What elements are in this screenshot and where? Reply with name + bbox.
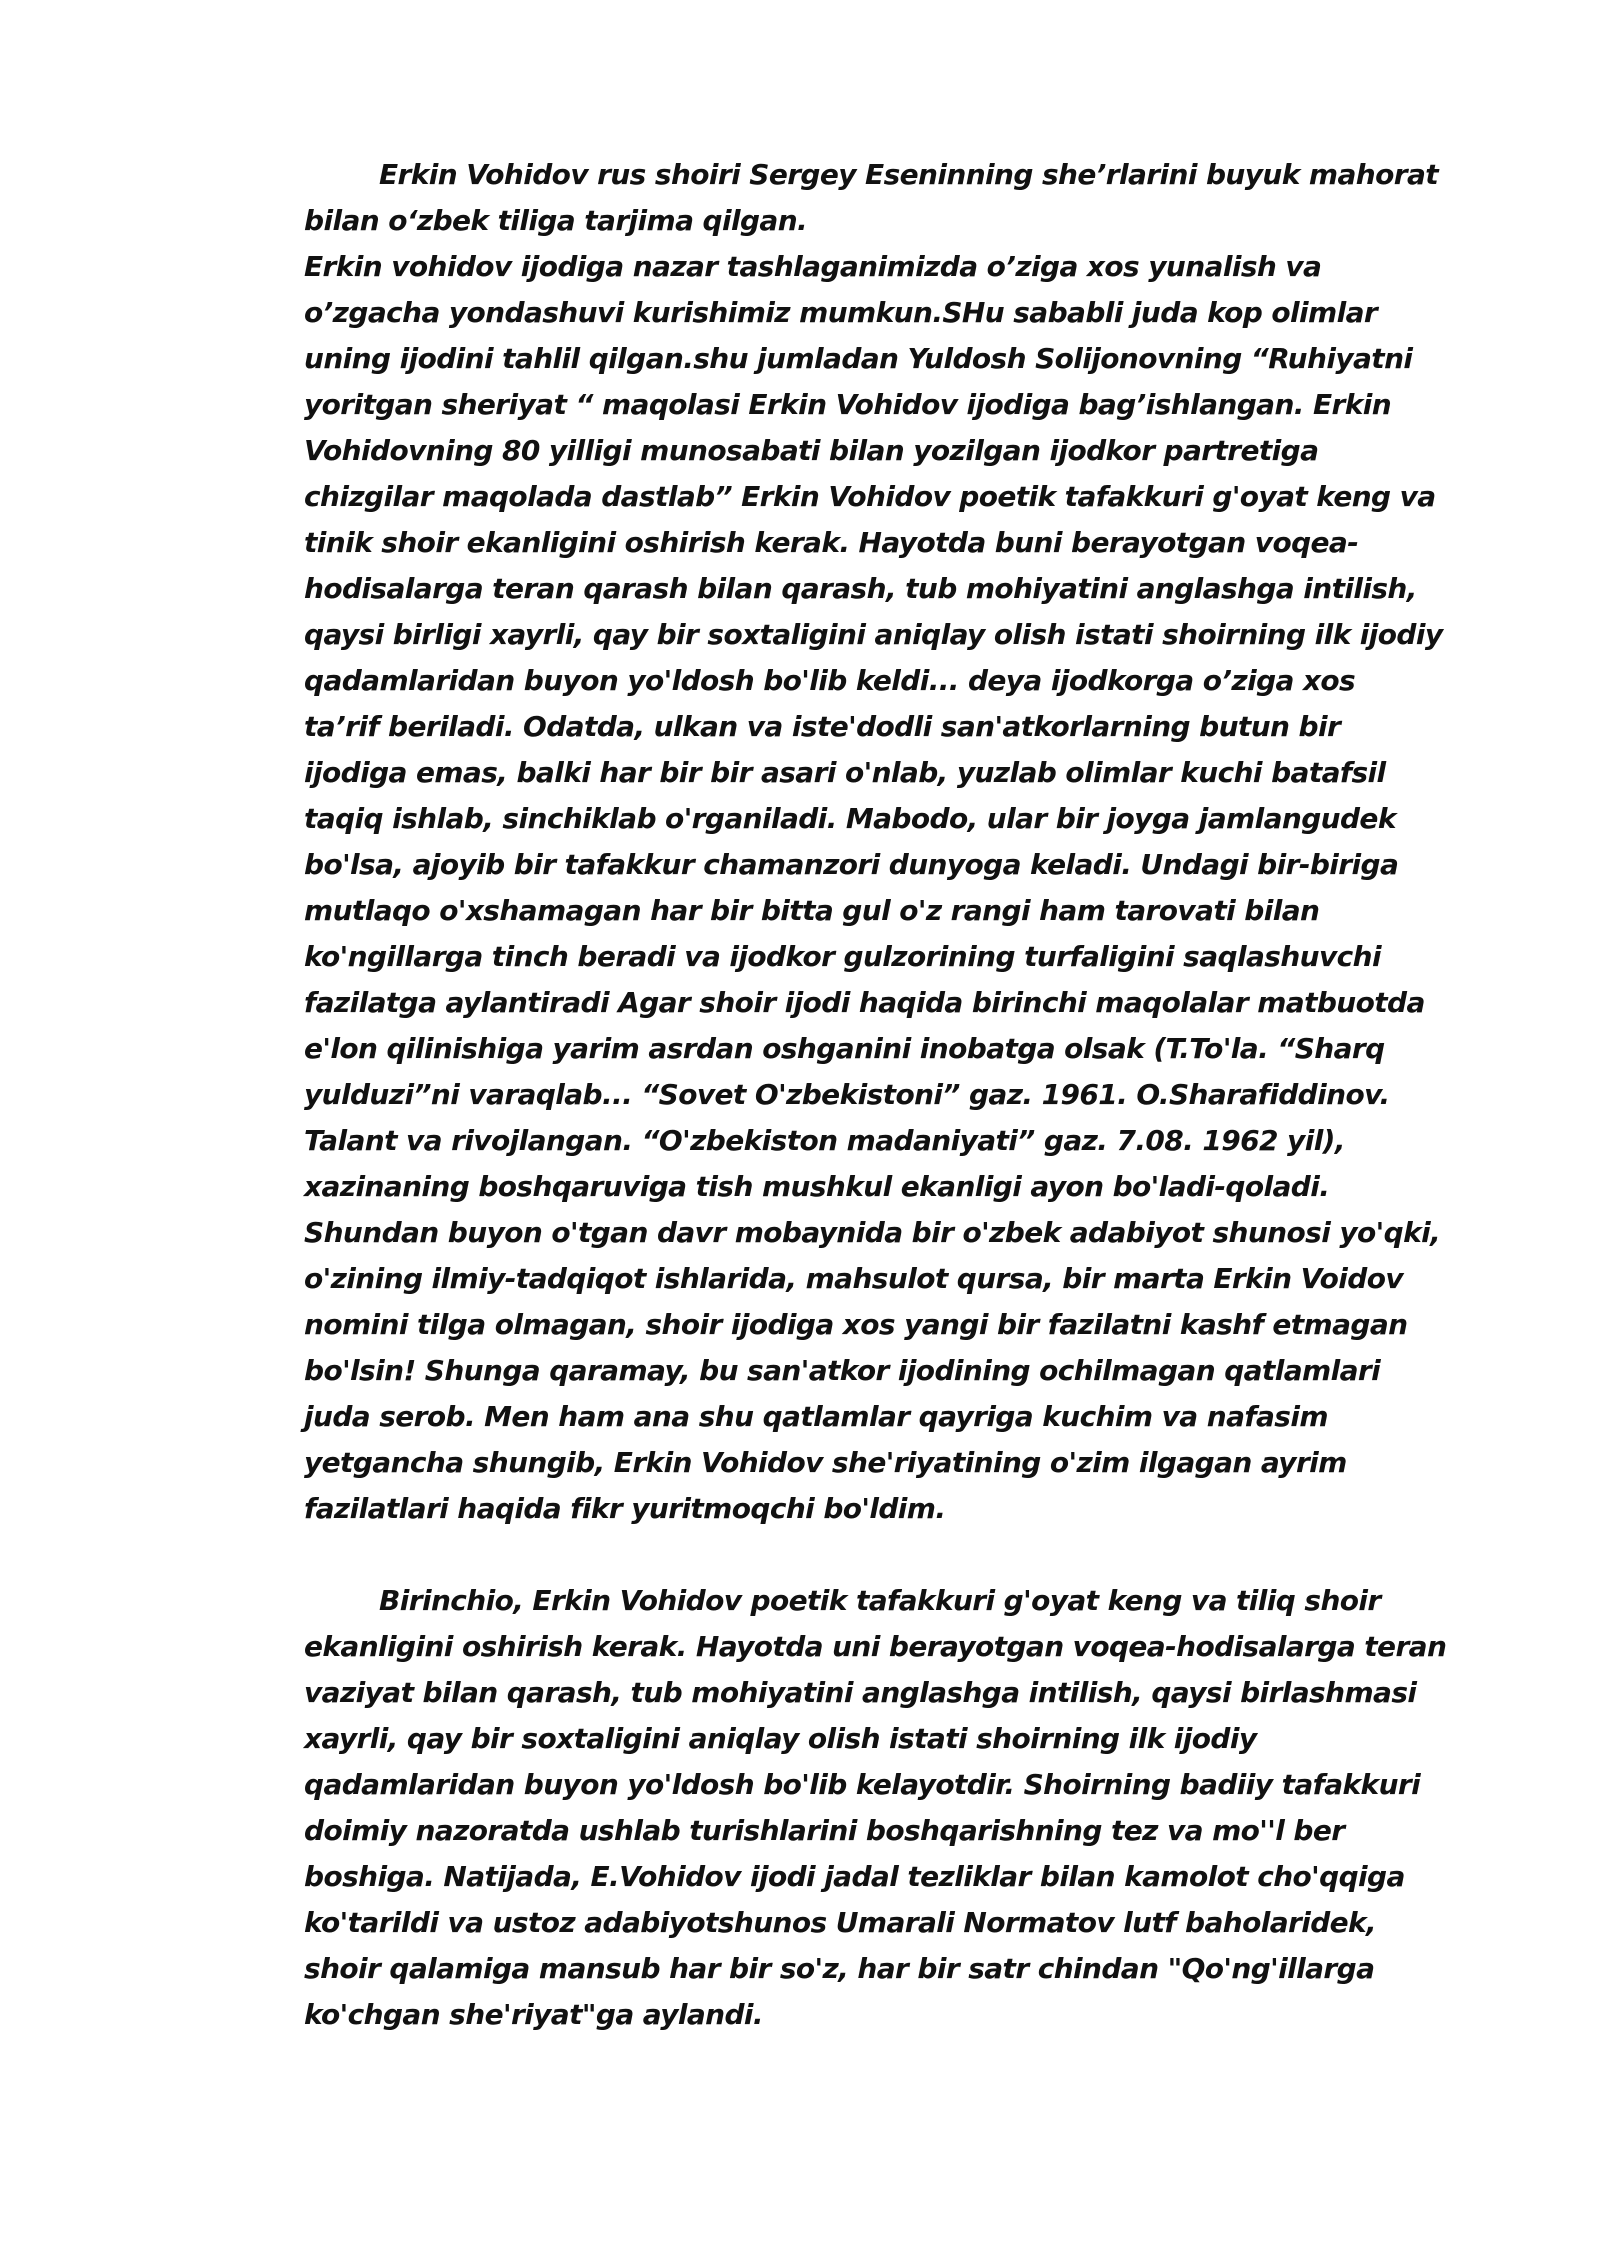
text-line: bilan o‘zbek tiliga tarjima qilgan. [304,204,808,237]
text-line: shoir qalamiga mansub har bir so'z, har bir satr chindan "Qo'ng'illarga [304,1952,1375,1985]
paragraph-1 [304,152,1504,1532]
text-line: juda serob. Men ham ana shu qatlamlar qayriga kuchim va nafasim [304,1400,1328,1433]
text-line: hodisalarga teran qarash bilan qarash, tub mohiyatini anglashga intilish, [304,572,1417,605]
document-body [304,152,1504,2038]
text-line: Talant va rivojlangan. “O'zbekiston madaniyati” gaz. 7.08. 1962 yil), [304,1124,1345,1157]
text-line: qadamlaridan buyon yo'ldosh bo'lib keldi... deya ijodkorga o’ziga xos [304,664,1356,697]
text-line: yetgancha shungib, Erkin Vohidov she'riyatining o'zim ilgagan ayrim [304,1446,1347,1479]
text-line: uning ijodini tahlil qilgan.shu jumladan Yuldosh Solijonovning “Ruhiyatni [304,342,1413,375]
text-line: Erkin Vohidov rus shoiri Sergey Eseninning she’rlarini buyuk mahorat [379,158,1439,191]
text-line: ijodiga emas, balki har bir bir asari o'nlab, yuzlab olimlar kuchi batafsil [304,756,1386,789]
text-line: Vohidovning 80 yilligi munosabati bilan yozilgan ijodkor partretiga [304,434,1319,467]
text-line: ko'tarildi va ustoz adabiyotshunos Umarali Normatov lutf baholaridek, [304,1906,1377,1939]
text-line: Shundan buyon o'tgan davr mobaynida bir o'zbek adabiyot shunosi yo'qki, [304,1216,1441,1249]
text-line: yoritgan sheriyat “ maqolasi Erkin Vohidov ijodiga bag’ishlangan. Erkin [304,388,1392,421]
text-line: fazilatlari haqida fikr yuritmoqchi bo'ldim. [304,1492,946,1525]
text-line: ekanligini oshirish kerak. Hayotda uni berayotgan voqea-hodisalarga teran [304,1630,1447,1663]
text-line: chizgilar maqolada dastlab” Erkin Vohidov poetik tafakkuri g'oyat keng va [304,480,1436,513]
text-line: boshiga. Natijada, E.Vohidov ijodi jadal tezliklar bilan kamolot cho'qqiga [304,1860,1405,1893]
text-line: Birinchio, Erkin Vohidov poetik tafakkuri g'oyat keng va tiliq shoir [379,1584,1381,1617]
text-line: xayrli, qay bir soxtaligini aniqlay olish istati shoirning ilk ijodiy [304,1722,1257,1755]
text-line: bo'lsa, ajoyib bir tafakkur chamanzori dunyoga keladi. Undagi bir-biriga [304,848,1399,881]
text-line: qadamlaridan buyon yo'ldosh bo'lib kelayotdir. Shoirning badiiy tafakkuri [304,1768,1421,1801]
paragraph-gap [304,1532,1504,1578]
text-line: nomini tilga olmagan, shoir ijodiga xos yangi bir fazilatni kashf etmagan [304,1308,1408,1341]
text-line: qaysi birligi xayrli, qay bir soxtaligini aniqlay olish istati shoirning ilk ijodiy [304,618,1443,651]
text-line: tinik shoir ekanligini oshirish kerak. Hayotda buni berayotgan voqea- [304,526,1359,559]
text-line: Erkin vohidov ijodiga nazar tashlaganimizda o’ziga xos yunalish va [304,250,1322,283]
text-line: ko'chgan she'riyat"ga aylandi. [304,1998,763,2031]
text-line: xazinaning boshqaruviga tish mushkul ekanligi ayon bo'ladi-qoladi. [304,1170,1330,1203]
text-line: o'zining ilmiy-tadqiqot ishlarida, mahsulot qursa, bir marta Erkin Voidov [304,1262,1404,1295]
paragraph-2 [304,1578,1504,2038]
text-line: ta’rif beriladi. Odatda, ulkan va iste'dodli san'atkorlarning butun bir [304,710,1341,743]
text-line: bo'lsin! Shunga qaramay, bu san'atkor ijodining ochilmagan qatlamlari [304,1354,1381,1387]
text-line: vaziyat bilan qarash, tub mohiyatini anglashga intilish, qaysi birlashmasi [304,1676,1417,1709]
text-line: ko'ngillarga tinch beradi va ijodkor gulzorining turfaligini saqlashuvchi [304,940,1381,973]
text-line: taqiq ishlab, sinchiklab o'rganiladi. Mabodo, ular bir joyga jamlangudek [304,802,1396,835]
text-line: mutlaqo o'xshamagan har bir bitta gul o'z rangi ham tarovati bilan [304,894,1320,927]
text-line: yulduzi”ni varaqlab... “Sovet O'zbekistoni” gaz. 1961. O.Sharafiddinov. [304,1078,1390,1111]
text-line: fazilatga aylantiradi Agar shoir ijodi haqida birinchi maqolalar matbuotda [304,986,1425,1019]
text-line: doimiy nazoratda ushlab turishlarini boshqarishning tez va mo''l ber [304,1814,1345,1847]
text-line: e'lon qilinishiga yarim asrdan oshganini inobatga olsak (T.To'la. “Sharq [304,1032,1385,1065]
text-line: o’zgacha yondashuvi kurishimiz mumkun.SHu sababli juda kop olimlar [304,296,1378,329]
